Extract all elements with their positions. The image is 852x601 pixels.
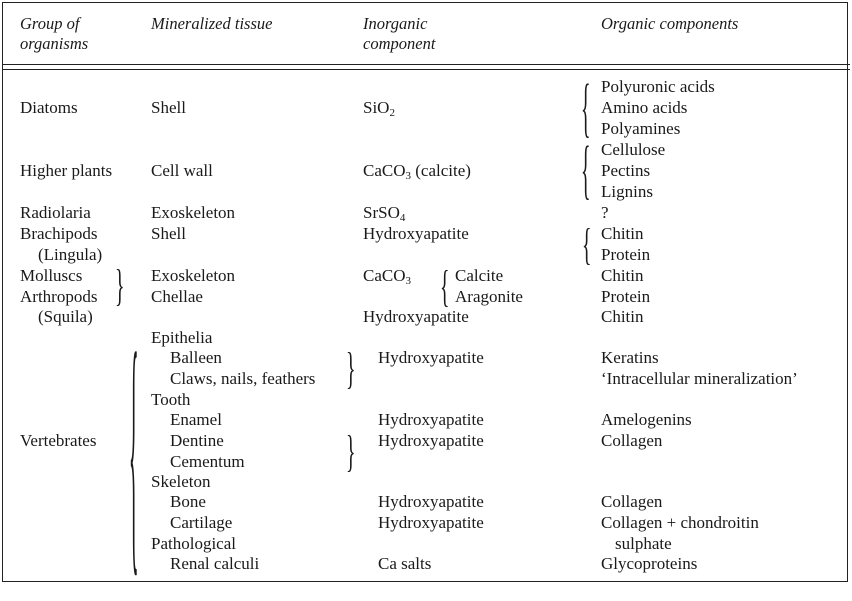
- group-arthropods: Arthropods: [20, 287, 98, 306]
- vert-dentine-organic: Collagen: [601, 431, 663, 450]
- brace-higher-plants: {: [581, 131, 591, 206]
- vert-enamel-organic: Amelogenins: [601, 410, 692, 429]
- inorganic-higher-plants: CaCO$_3$ (calcite): [363, 161, 471, 182]
- vert-cartilage-inorganic: Hydroxyapatite: [378, 513, 484, 532]
- vert-enamel: Enamel: [170, 410, 222, 429]
- vert-claws-organic: ‘Intracellular mineralization’: [601, 369, 798, 388]
- inorganic-diatoms: SiO$_2$: [363, 98, 395, 119]
- vert-claws: Claws, nails, feathers: [170, 369, 316, 388]
- organic-brachiopods-1: Chitin: [601, 224, 644, 243]
- organic-diatoms-2: Amino acids: [601, 98, 688, 117]
- vert-bone-inorganic: Hydroxyapatite: [378, 492, 484, 511]
- vert-dentine: Dentine: [170, 431, 224, 450]
- organic-brachiopods-2: Protein: [601, 245, 651, 264]
- vert-bone-organic: Collagen: [601, 492, 663, 511]
- brace-brachiopods: {: [582, 219, 592, 269]
- organic-radiolaria: ?: [601, 203, 609, 222]
- group-brachiopods-sub: (Lingula): [38, 245, 103, 264]
- organic-higher-plants-3: Lignins: [601, 182, 653, 201]
- vert-bone: Bone: [170, 492, 206, 511]
- vert-balleen-organic: Keratins: [601, 348, 659, 367]
- tissue-higher-plants: Cell wall: [151, 161, 213, 180]
- header-organic: Organic components: [601, 14, 739, 33]
- vert-epithelia: Epithelia: [151, 328, 213, 347]
- vert-renal-inorganic: Ca salts: [378, 554, 432, 573]
- tissue-molluscs: Exoskeleton: [151, 266, 236, 285]
- vert-cartilage-organic-1: Collagen + chondroitin: [601, 513, 759, 532]
- brace-diatoms: {: [581, 69, 591, 144]
- organic-arthropods-2: Chitin: [601, 307, 644, 326]
- brace-vertebrates: {: [129, 293, 139, 601]
- tissue-diatoms: Shell: [151, 98, 186, 117]
- vert-pathological: Pathological: [151, 534, 236, 553]
- header-group-line1: Group of: [20, 14, 80, 33]
- group-radiolaria: Radiolaria: [20, 203, 91, 222]
- inorganic-aragonite: Aragonite: [455, 287, 523, 306]
- tissue-radiolaria: Exoskeleton: [151, 203, 236, 222]
- vert-skeleton: Skeleton: [151, 472, 211, 491]
- brace-calcite-aragonite: {: [440, 261, 450, 311]
- header-group-line2: organisms: [20, 34, 89, 53]
- organic-arthropods: Protein: [601, 287, 651, 306]
- organic-diatoms-3: Polyamines: [601, 119, 681, 138]
- organic-diatoms-1: Polyuronic acids: [601, 77, 715, 96]
- organic-higher-plants-1: Cellulose: [601, 140, 666, 159]
- group-higher-plants: Higher plants: [20, 161, 113, 180]
- header-rule-top: [2, 64, 850, 65]
- vert-cartilage-organic-2: sulphate: [615, 534, 672, 553]
- vert-renal: Renal calculi: [170, 554, 260, 573]
- brace-dentine-cementum: }: [346, 426, 356, 476]
- group-molluscs: Molluscs: [20, 266, 83, 285]
- header-rule-bottom: [2, 69, 850, 70]
- inorganic-arthropods-2: Hydroxyapatite: [363, 307, 469, 326]
- vert-cementum: Cementum: [170, 452, 245, 471]
- header-inorganic-line2: component: [363, 34, 436, 53]
- inorganic-radiolaria: SrSO$_4$: [363, 203, 406, 224]
- vert-renal-organic: Glycoproteins: [601, 554, 698, 573]
- brace-epithelia: }: [346, 343, 356, 393]
- organic-higher-plants-2: Pectins: [601, 161, 651, 180]
- header-inorganic-line1: Inorganic: [363, 14, 428, 33]
- tissue-arthropods: Chellae: [151, 287, 203, 306]
- vert-enamel-inorganic: Hydroxyapatite: [378, 410, 484, 429]
- header-tissue: Mineralized tissue: [151, 14, 273, 33]
- vert-cartilage: Cartilage: [170, 513, 233, 532]
- group-brachiopods: Brachipods: [20, 224, 98, 243]
- tissue-brachiopods: Shell: [151, 224, 186, 243]
- group-vertebrates: Vertebrates: [20, 431, 97, 450]
- brace-molluscs-arthropods: }: [115, 260, 125, 310]
- vert-epithelia-inorganic: Hydroxyapatite: [378, 348, 484, 367]
- group-arthropods-sub: (Squila): [38, 307, 93, 326]
- vert-balleen: Balleen: [170, 348, 222, 367]
- organic-molluscs: Chitin: [601, 266, 644, 285]
- vert-tooth: Tooth: [151, 390, 191, 409]
- inorganic-brachiopods: Hydroxyapatite: [363, 224, 469, 243]
- vert-dentine-inorganic: Hydroxyapatite: [378, 431, 484, 450]
- inorganic-molluscs: CaCO$_3$: [363, 266, 411, 287]
- group-diatoms: Diatoms: [20, 98, 78, 117]
- inorganic-calcite: Calcite: [455, 266, 504, 285]
